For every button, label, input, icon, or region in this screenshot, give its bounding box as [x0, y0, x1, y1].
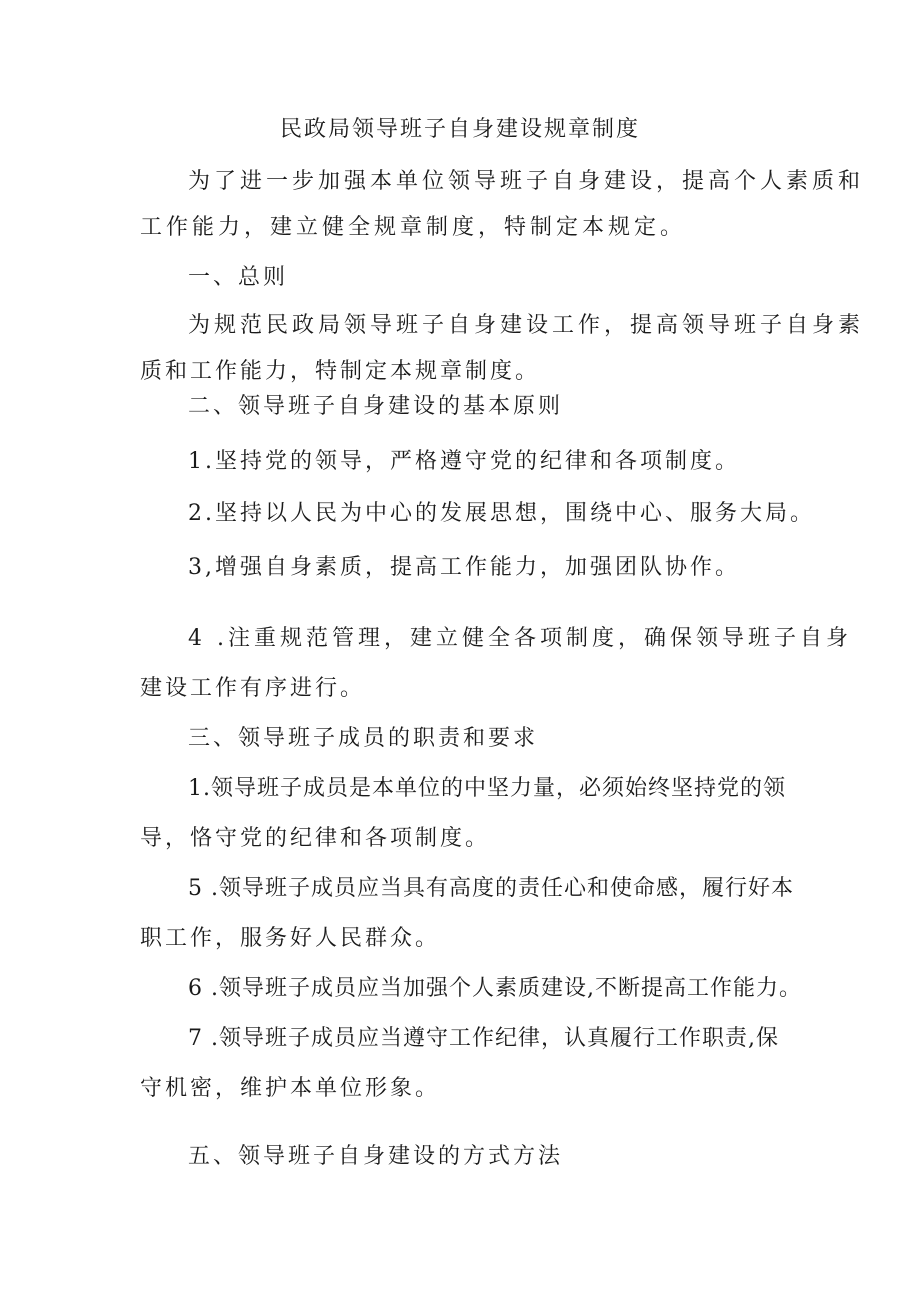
section-heading: 一、总则: [188, 265, 289, 290]
list-item: 2.坚持以人民为中心的发展思想，围绕中心、服务大局。: [188, 501, 815, 526]
paragraph-line: 导，恪守党的纪律和各项制度。: [140, 826, 491, 851]
paragraph-line: 守机密，维护本单位形象。: [140, 1076, 441, 1101]
list-item: 3,增强自身素质，提高工作能力，加强团队协作。: [188, 555, 740, 580]
paragraph-line: 为了进一步加强本单位领导班子自身建设，提高个人素质和: [188, 169, 865, 194]
paragraph-line: 职工作，服务好人民群众。: [140, 926, 441, 951]
section-heading: 三、领导班子成员的职责和要求: [188, 726, 539, 751]
paragraph-line: 工作能力，建立健全规章制度，特制定本规定。: [140, 215, 687, 240]
paragraph-line: 质和工作能力，特制定本规章制度。: [140, 359, 541, 384]
list-item: 1.领导班子成员是本单位的中坚力量，必须始终坚持党的领: [188, 776, 786, 801]
list-item: 1.坚持党的领导，严格遵守党的纪律和各项制度。: [188, 449, 740, 474]
list-item: 4 .注重规范管理，建立健全各项制度，确保领导班子自身: [188, 626, 852, 651]
list-item: 7 .领导班子成员应当遵守工作纪律，认真履行工作职责,保: [188, 1026, 779, 1051]
section-heading: 二、领导班子自身建设的基本原则: [188, 394, 564, 419]
document-title: 民政局领导班子自身建设规章制度: [279, 117, 640, 142]
list-item: 5 .领导班子成员应当具有高度的责任心和使命感，履行好本: [188, 876, 794, 901]
paragraph-line: 建设工作有序进行。: [140, 676, 366, 701]
section-heading: 五、领导班子自身建设的方式方法: [188, 1144, 564, 1169]
paragraph-line: 为规范民政局领导班子自身建设工作，提高领导班子自身素: [188, 313, 865, 338]
list-item: 6 .领导班子成员应当加强个人素质建设,不断提高工作能力。: [188, 976, 802, 1001]
